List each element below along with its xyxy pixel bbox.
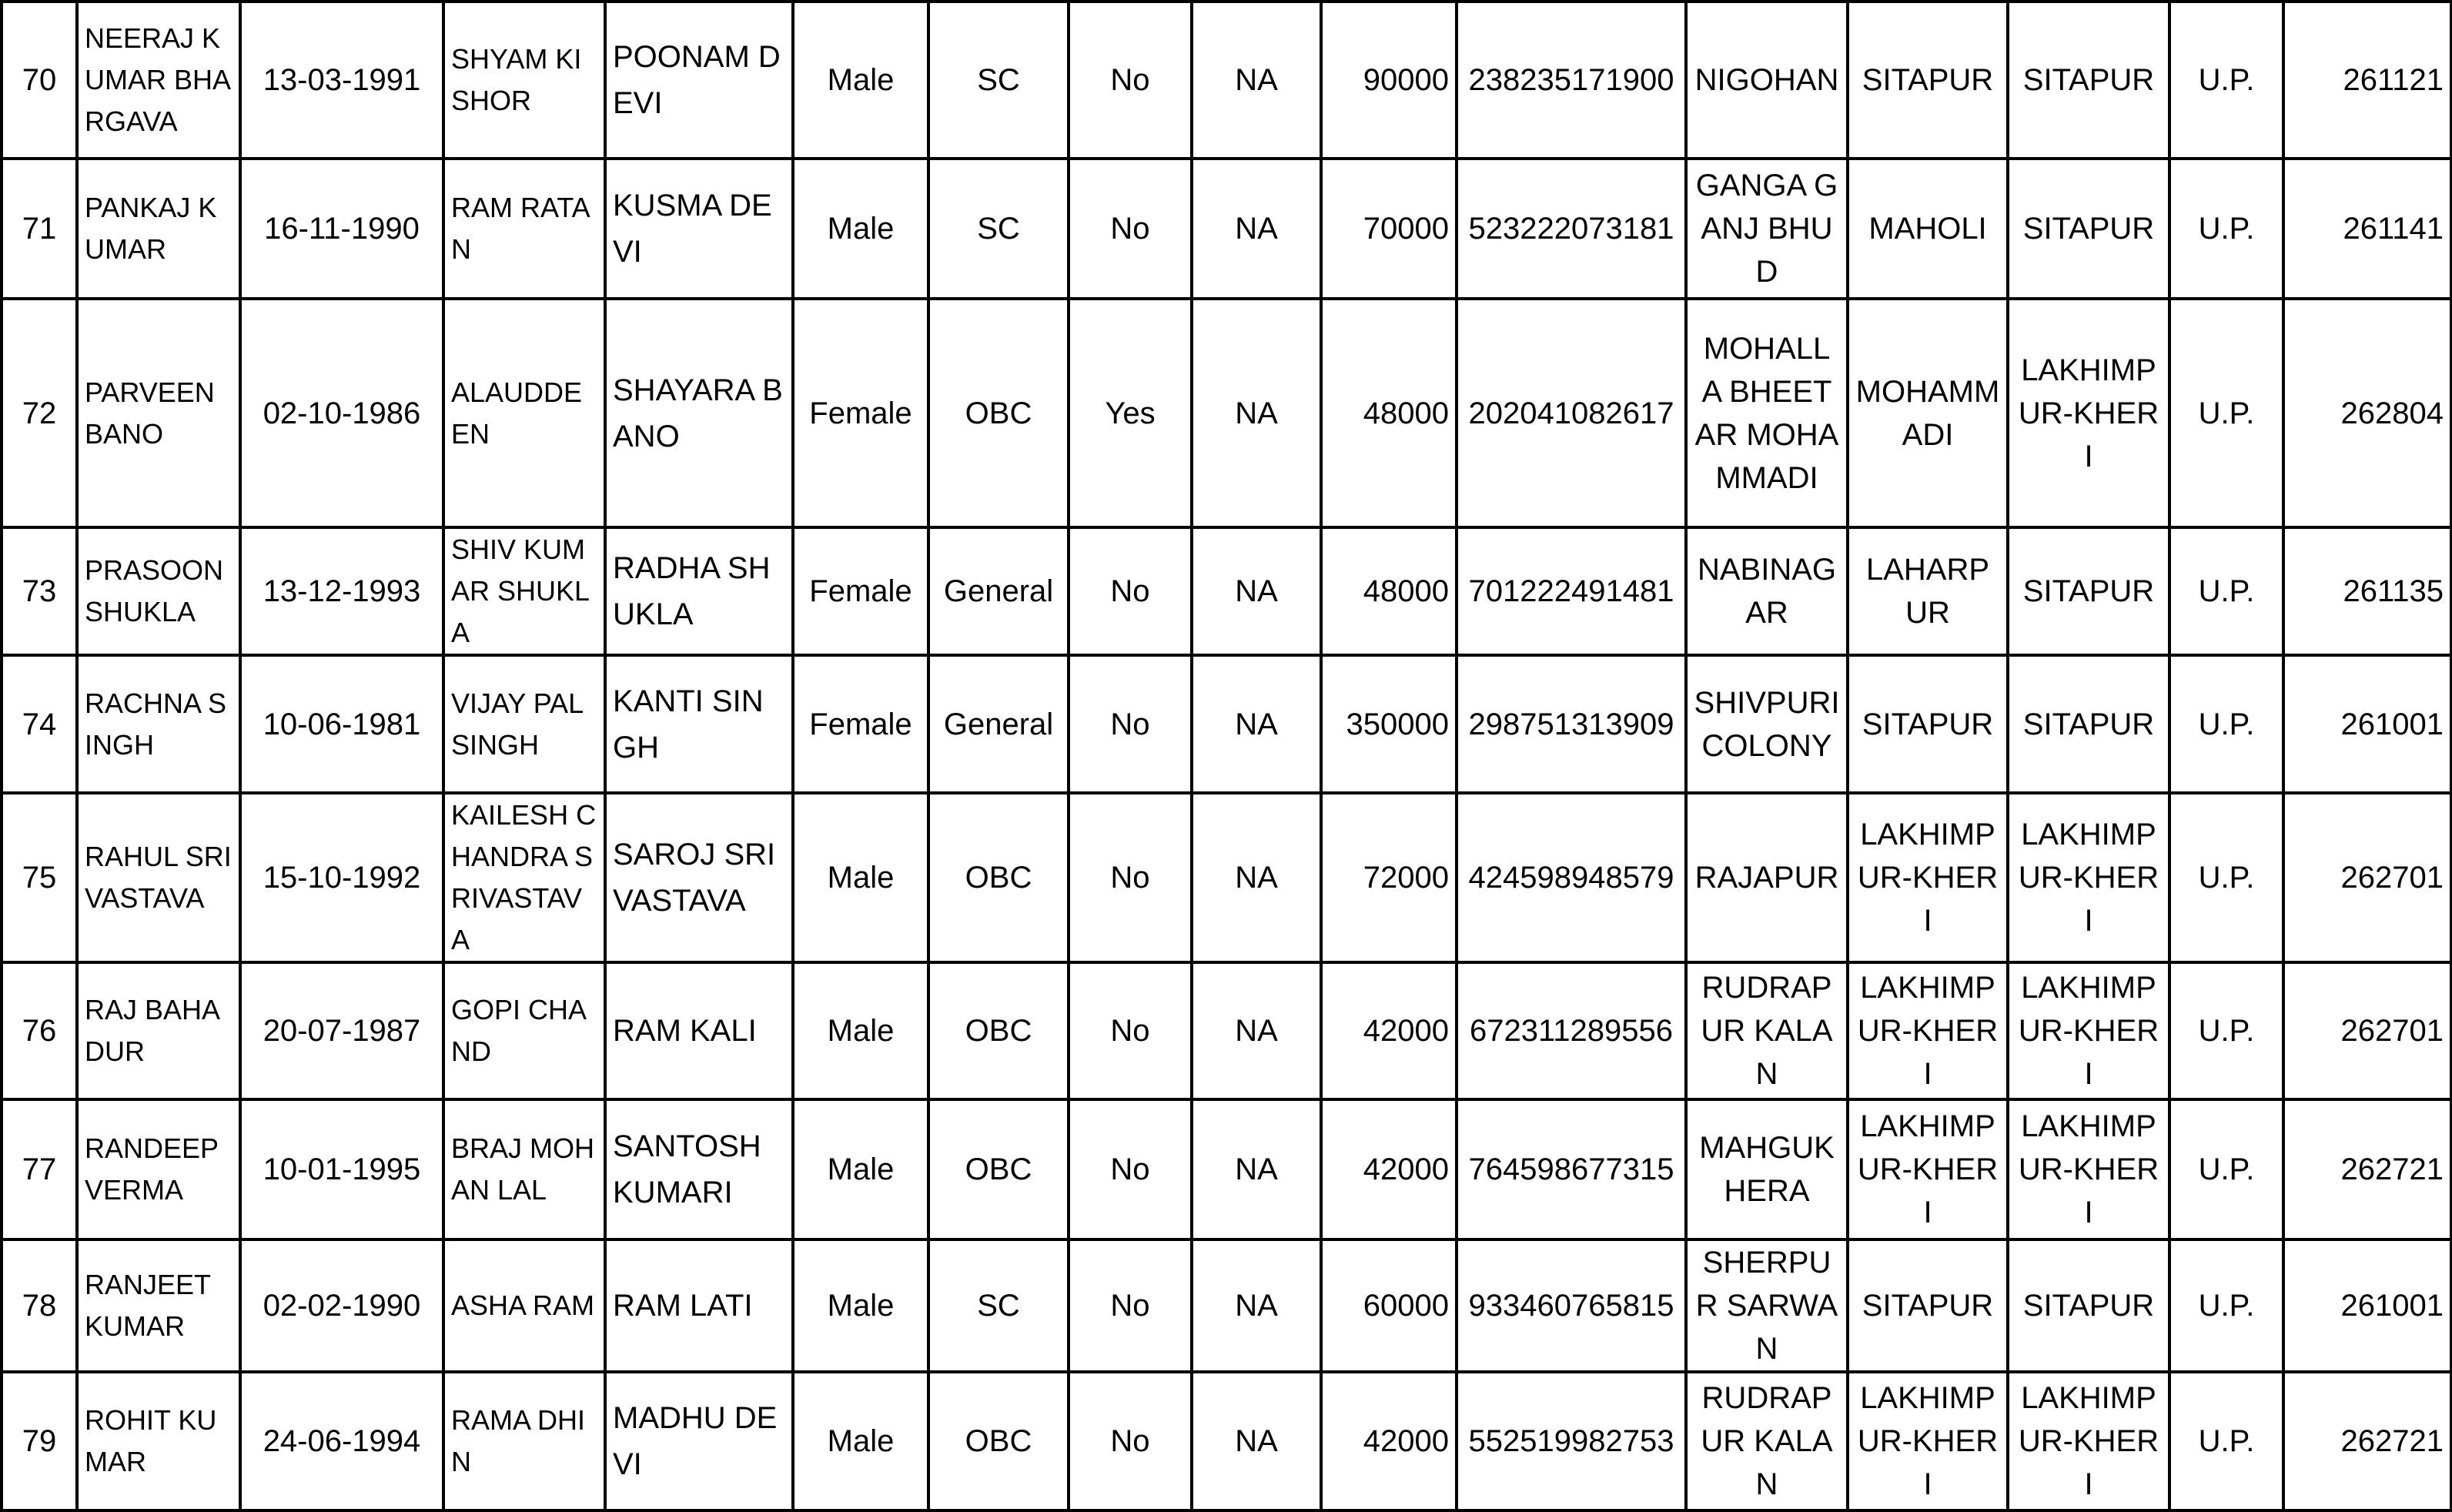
name-cell: RACHNA SINGH bbox=[77, 655, 240, 793]
minority-cell: No bbox=[1069, 527, 1192, 655]
address-cell: RUDRAPUR KALAN bbox=[1686, 962, 1848, 1099]
district-cell: LAKHIMPUR-KHERI bbox=[2008, 793, 2169, 962]
father-name-cell: SHIV KUMAR SHUKLA bbox=[443, 527, 605, 655]
category-cell: OBC bbox=[928, 962, 1069, 1099]
disability-cell: NA bbox=[1192, 2, 1321, 159]
state-cell: U.P. bbox=[2169, 1372, 2283, 1510]
dob-cell: 24-06-1994 bbox=[240, 1372, 443, 1510]
table-row bbox=[2, 159, 2451, 299]
dob-cell: 13-12-1993 bbox=[240, 527, 443, 655]
name-cell: ROHIT KUMAR bbox=[77, 1372, 240, 1510]
district-cell: LAKHIMPUR-KHERI bbox=[2008, 1099, 2169, 1239]
district-cell: SITAPUR bbox=[2008, 2, 2169, 159]
aadhaar-cell: 523222073181 bbox=[1457, 159, 1686, 299]
gender-cell: Female bbox=[793, 655, 928, 793]
disability-cell: NA bbox=[1192, 793, 1321, 962]
table-row bbox=[2, 1099, 2451, 1239]
income-cell: 350000 bbox=[1321, 655, 1457, 793]
table-body bbox=[2, 2, 2451, 1510]
serial-number-cell: 78 bbox=[2, 1239, 77, 1372]
aadhaar-cell: 933460765815 bbox=[1457, 1239, 1686, 1372]
serial-number-cell: 75 bbox=[2, 793, 77, 962]
tehsil-cell: SITAPUR bbox=[1848, 1239, 2008, 1372]
mother-name-cell: SANTOSH KUMARI bbox=[605, 1099, 793, 1239]
pincode-cell: 261141 bbox=[2283, 159, 2451, 299]
gender-cell: Female bbox=[793, 527, 928, 655]
dob-cell: 13-03-1991 bbox=[240, 2, 443, 159]
table-row bbox=[2, 2, 2451, 159]
category-cell: SC bbox=[928, 1239, 1069, 1372]
minority-cell: No bbox=[1069, 1239, 1192, 1372]
state-cell: U.P. bbox=[2169, 1099, 2283, 1239]
address-cell: NIGOHAN bbox=[1686, 2, 1848, 159]
aadhaar-cell: 298751313909 bbox=[1457, 655, 1686, 793]
aadhaar-cell: 552519982753 bbox=[1457, 1372, 1686, 1510]
category-cell: OBC bbox=[928, 1372, 1069, 1510]
pincode-cell: 262701 bbox=[2283, 793, 2451, 962]
district-cell: SITAPUR bbox=[2008, 159, 2169, 299]
gender-cell: Male bbox=[793, 962, 928, 1099]
dob-cell: 15-10-1992 bbox=[240, 793, 443, 962]
dob-cell: 02-02-1990 bbox=[240, 1239, 443, 1372]
father-name-cell: ASHA RAM bbox=[443, 1239, 605, 1372]
minority-cell: No bbox=[1069, 793, 1192, 962]
tehsil-cell: LAHARPUR bbox=[1848, 527, 2008, 655]
tehsil-cell: SITAPUR bbox=[1848, 2, 2008, 159]
mother-name-cell: RAM LATI bbox=[605, 1239, 793, 1372]
state-cell: U.P. bbox=[2169, 962, 2283, 1099]
mother-name-cell: RADHA SHUKLA bbox=[605, 527, 793, 655]
category-cell: General bbox=[928, 527, 1069, 655]
state-cell: U.P. bbox=[2169, 527, 2283, 655]
disability-cell: NA bbox=[1192, 655, 1321, 793]
gender-cell: Male bbox=[793, 2, 928, 159]
father-name-cell: BRAJ MOHAN LAL bbox=[443, 1099, 605, 1239]
tehsil-cell: MAHOLI bbox=[1848, 159, 2008, 299]
gender-cell: Female bbox=[793, 299, 928, 527]
name-cell: RAHUL SRIVASTAVA bbox=[77, 793, 240, 962]
name-cell: RAJ BAHADUR bbox=[77, 962, 240, 1099]
disability-cell: NA bbox=[1192, 1372, 1321, 1510]
dob-cell: 20-07-1987 bbox=[240, 962, 443, 1099]
serial-number-cell: 70 bbox=[2, 2, 77, 159]
disability-cell: NA bbox=[1192, 299, 1321, 527]
state-cell: U.P. bbox=[2169, 793, 2283, 962]
gender-cell: Male bbox=[793, 1239, 928, 1372]
pincode-cell: 261001 bbox=[2283, 655, 2451, 793]
table-row bbox=[2, 1239, 2451, 1372]
serial-number-cell: 76 bbox=[2, 962, 77, 1099]
mother-name-cell: KANTI SINGH bbox=[605, 655, 793, 793]
address-cell: RAJAPUR bbox=[1686, 793, 1848, 962]
income-cell: 90000 bbox=[1321, 2, 1457, 159]
mother-name-cell: KUSMA DEVI bbox=[605, 159, 793, 299]
district-cell: LAKHIMPUR-KHERI bbox=[2008, 1372, 2169, 1510]
disability-cell: NA bbox=[1192, 962, 1321, 1099]
minority-cell: Yes bbox=[1069, 299, 1192, 527]
income-cell: 48000 bbox=[1321, 527, 1457, 655]
table-row bbox=[2, 527, 2451, 655]
table-row bbox=[2, 1372, 2451, 1510]
serial-number-cell: 72 bbox=[2, 299, 77, 527]
income-cell: 42000 bbox=[1321, 962, 1457, 1099]
disability-cell: NA bbox=[1192, 1239, 1321, 1372]
pincode-cell: 262701 bbox=[2283, 962, 2451, 1099]
state-cell: U.P. bbox=[2169, 159, 2283, 299]
serial-number-cell: 74 bbox=[2, 655, 77, 793]
dob-cell: 10-06-1981 bbox=[240, 655, 443, 793]
dob-cell: 02-10-1986 bbox=[240, 299, 443, 527]
tehsil-cell: LAKHIMPUR-KHERI bbox=[1848, 1099, 2008, 1239]
table-row bbox=[2, 655, 2451, 793]
income-cell: 60000 bbox=[1321, 1239, 1457, 1372]
mother-name-cell: SHAYARA BANO bbox=[605, 299, 793, 527]
tehsil-cell: LAKHIMPUR-KHERI bbox=[1848, 962, 2008, 1099]
income-cell: 48000 bbox=[1321, 299, 1457, 527]
table-row bbox=[2, 299, 2451, 527]
pincode-cell: 262721 bbox=[2283, 1372, 2451, 1510]
name-cell: PRASOON SHUKLA bbox=[77, 527, 240, 655]
tehsil-cell: LAKHIMPUR-KHERI bbox=[1848, 1372, 2008, 1510]
aadhaar-cell: 701222491481 bbox=[1457, 527, 1686, 655]
name-cell: RANJEET KUMAR bbox=[77, 1239, 240, 1372]
table-row bbox=[2, 962, 2451, 1099]
tehsil-cell: MOHAMMADI bbox=[1848, 299, 2008, 527]
name-cell: PANKAJ KUMAR bbox=[77, 159, 240, 299]
pincode-cell: 261121 bbox=[2283, 2, 2451, 159]
category-cell: SC bbox=[928, 159, 1069, 299]
father-name-cell: RAMA DHIN bbox=[443, 1372, 605, 1510]
pincode-cell: 262721 bbox=[2283, 1099, 2451, 1239]
category-cell: SC bbox=[928, 2, 1069, 159]
minority-cell: No bbox=[1069, 1099, 1192, 1239]
mother-name-cell: POONAM DEVI bbox=[605, 2, 793, 159]
aadhaar-cell: 202041082617 bbox=[1457, 299, 1686, 527]
district-cell: LAKHIMPUR-KHERI bbox=[2008, 299, 2169, 527]
address-cell: GANGA GANJ BHUD bbox=[1686, 159, 1848, 299]
mother-name-cell: RAM KALI bbox=[605, 962, 793, 1099]
serial-number-cell: 79 bbox=[2, 1372, 77, 1510]
minority-cell: No bbox=[1069, 159, 1192, 299]
income-cell: 70000 bbox=[1321, 159, 1457, 299]
category-cell: OBC bbox=[928, 793, 1069, 962]
father-name-cell: SHYAM KISHOR bbox=[443, 2, 605, 159]
mother-name-cell: SAROJ SRIVASTAVA bbox=[605, 793, 793, 962]
address-cell: SHERPUR SARWAN bbox=[1686, 1239, 1848, 1372]
district-cell: SITAPUR bbox=[2008, 1239, 2169, 1372]
district-cell: LAKHIMPUR-KHERI bbox=[2008, 962, 2169, 1099]
pincode-cell: 262804 bbox=[2283, 299, 2451, 527]
gender-cell: Male bbox=[793, 1372, 928, 1510]
tehsil-cell: LAKHIMPUR-KHERI bbox=[1848, 793, 2008, 962]
income-cell: 42000 bbox=[1321, 1099, 1457, 1239]
father-name-cell: GOPI CHAND bbox=[443, 962, 605, 1099]
aadhaar-cell: 238235171900 bbox=[1457, 2, 1686, 159]
dob-cell: 10-01-1995 bbox=[240, 1099, 443, 1239]
father-name-cell: RAM RATAN bbox=[443, 159, 605, 299]
address-cell: NABINAGAR bbox=[1686, 527, 1848, 655]
disability-cell: NA bbox=[1192, 159, 1321, 299]
address-cell: MOHALLA BHEETAR MOHAMMADI bbox=[1686, 299, 1848, 527]
father-name-cell: KAILESH CHANDRA SRIVASTAVA bbox=[443, 793, 605, 962]
category-cell: General bbox=[928, 655, 1069, 793]
state-cell: U.P. bbox=[2169, 299, 2283, 527]
district-cell: SITAPUR bbox=[2008, 527, 2169, 655]
income-cell: 72000 bbox=[1321, 793, 1457, 962]
state-cell: U.P. bbox=[2169, 655, 2283, 793]
gender-cell: Male bbox=[793, 793, 928, 962]
disability-cell: NA bbox=[1192, 527, 1321, 655]
address-cell: RUDRAPUR KALAN bbox=[1686, 1372, 1848, 1510]
pincode-cell: 261135 bbox=[2283, 527, 2451, 655]
category-cell: OBC bbox=[928, 299, 1069, 527]
state-cell: U.P. bbox=[2169, 1239, 2283, 1372]
name-cell: NEERAJ KUMAR BHARGAVA bbox=[77, 2, 240, 159]
aadhaar-cell: 672311289556 bbox=[1457, 962, 1686, 1099]
gender-cell: Male bbox=[793, 1099, 928, 1239]
serial-number-cell: 71 bbox=[2, 159, 77, 299]
disability-cell: NA bbox=[1192, 1099, 1321, 1239]
father-name-cell: VIJAY PAL SINGH bbox=[443, 655, 605, 793]
minority-cell: No bbox=[1069, 962, 1192, 1099]
pincode-cell: 261001 bbox=[2283, 1239, 2451, 1372]
gender-cell: Male bbox=[793, 159, 928, 299]
serial-number-cell: 77 bbox=[2, 1099, 77, 1239]
address-cell: MAHGUKHERA bbox=[1686, 1099, 1848, 1239]
income-cell: 42000 bbox=[1321, 1372, 1457, 1510]
aadhaar-cell: 424598948579 bbox=[1457, 793, 1686, 962]
serial-number-cell: 73 bbox=[2, 527, 77, 655]
table-row bbox=[2, 793, 2451, 962]
father-name-cell: ALAUDDEEN bbox=[443, 299, 605, 527]
minority-cell: No bbox=[1069, 2, 1192, 159]
category-cell: OBC bbox=[928, 1099, 1069, 1239]
name-cell: PARVEEN BANO bbox=[77, 299, 240, 527]
dob-cell: 16-11-1990 bbox=[240, 159, 443, 299]
state-cell: U.P. bbox=[2169, 2, 2283, 159]
mother-name-cell: MADHU DEVI bbox=[605, 1372, 793, 1510]
aadhaar-cell: 764598677315 bbox=[1457, 1099, 1686, 1239]
minority-cell: No bbox=[1069, 1372, 1192, 1510]
name-cell: RANDEEP VERMA bbox=[77, 1099, 240, 1239]
minority-cell: No bbox=[1069, 655, 1192, 793]
address-cell: SHIVPURI COLONY bbox=[1686, 655, 1848, 793]
district-cell: SITAPUR bbox=[2008, 655, 2169, 793]
tehsil-cell: SITAPUR bbox=[1848, 655, 2008, 793]
